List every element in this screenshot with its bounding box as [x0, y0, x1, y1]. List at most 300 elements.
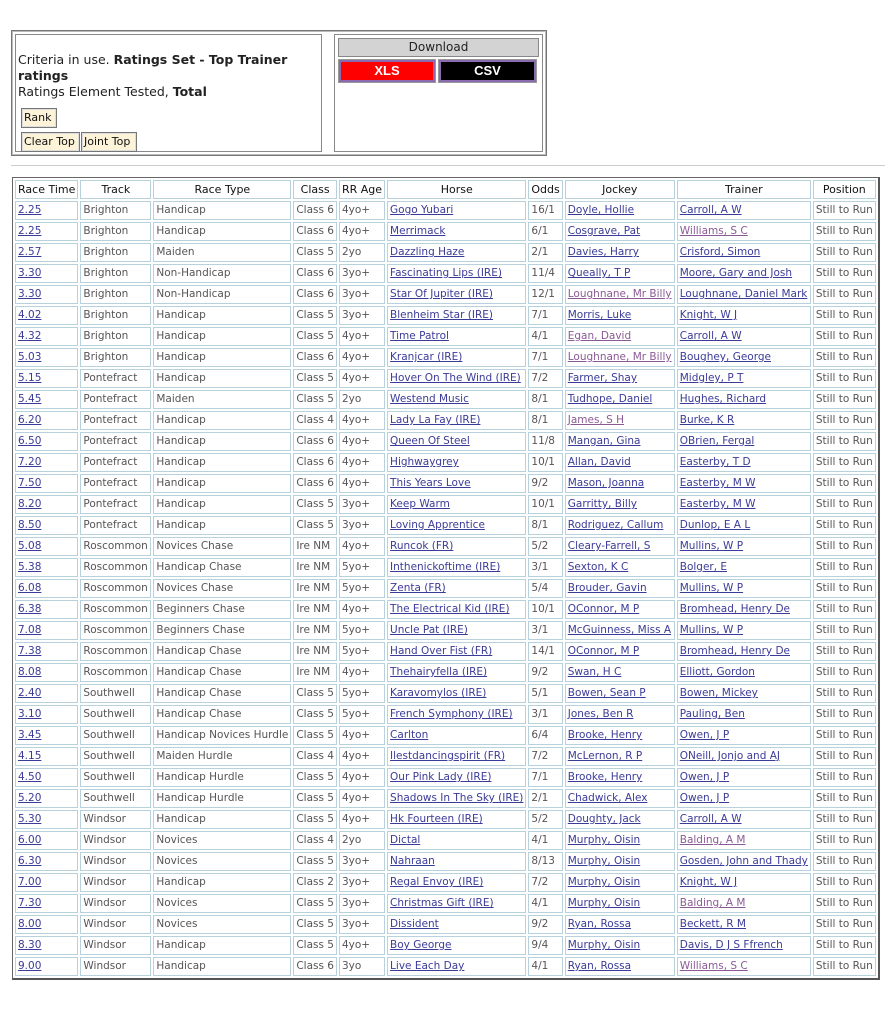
table-row: [15, 852, 876, 871]
trainer-link[interactable]: OBrien, Fergal: [679, 435, 755, 447]
race-type-cell: Handicap Hurdle: [153, 768, 291, 787]
trainer-link[interactable]: Loughnane, Daniel Mark: [679, 288, 808, 300]
race-time-cell: [15, 432, 78, 451]
jockey-link[interactable]: Tudhope, Daniel: [567, 393, 653, 405]
race-time-link[interactable]: 5.15: [18, 372, 42, 384]
jockey-link[interactable]: Morris, Luke: [567, 309, 632, 321]
trainer-cell: [677, 663, 811, 682]
race-time-cell: [15, 852, 78, 871]
jockey-cell: [565, 390, 675, 409]
horse-link[interactable]: Nahraan: [390, 855, 435, 867]
jockey-link[interactable]: Davies, Harry: [567, 246, 639, 258]
trainer-cell: [677, 957, 811, 976]
horse-link[interactable]: Karavomylos (IRE): [390, 687, 487, 699]
trainer-link[interactable]: Boughey, George: [679, 351, 771, 363]
trainer-cell: [677, 348, 811, 367]
horse-link[interactable]: Boy George: [390, 939, 452, 951]
odds-cell: 7/2: [528, 747, 562, 766]
horse-cell: [387, 579, 526, 598]
class-cell: Ire NM: [293, 600, 337, 619]
trainer-link[interactable]: Burke, K R: [679, 414, 735, 426]
horse-link[interactable]: Westend Music: [390, 393, 469, 405]
odds-cell: 5/1: [528, 684, 562, 703]
rr-age-cell: 4yo+: [339, 747, 385, 766]
track-cell: Windsor: [80, 852, 151, 871]
jockey-link[interactable]: Loughnane, Mr Billy: [567, 351, 672, 363]
rr-age-cell: 4yo+: [339, 369, 385, 388]
rr-age-cell: 3yo+: [339, 915, 385, 934]
jockey-link[interactable]: Murphy, Oisin: [567, 897, 641, 909]
trainer-cell: [677, 474, 811, 493]
jockey-link[interactable]: Brouder, Gavin: [567, 582, 647, 594]
trainer-link[interactable]: Carroll, A W: [679, 330, 742, 342]
trainer-cell: [677, 810, 811, 829]
class-cell: Ire NM: [293, 579, 337, 598]
table-row: [15, 873, 876, 892]
trainer-link[interactable]: Beckett, R M: [679, 918, 746, 930]
rr-age-cell: 3yo+: [339, 495, 385, 514]
trainer-cell: [677, 873, 811, 892]
trainer-link[interactable]: ONeill, Jonjo and AJ: [679, 750, 780, 762]
trainer-link[interactable]: Gosden, John and Thady: [679, 855, 808, 867]
jockey-link[interactable]: Murphy, Oisin: [567, 939, 641, 951]
criteria-label: Criteria in use.: [18, 52, 114, 67]
class-cell: Ire NM: [293, 537, 337, 556]
rr-age-cell: 4yo+: [339, 789, 385, 808]
jockey-link[interactable]: Egan, David: [567, 330, 632, 342]
horse-cell: [387, 831, 526, 850]
track-cell: Roscommon: [80, 642, 151, 661]
race-type-cell: Handicap: [153, 348, 291, 367]
position-cell: Still to Run: [813, 663, 876, 682]
race-type-cell: Novices Chase: [153, 579, 291, 598]
rr-age-cell: 4yo+: [339, 810, 385, 829]
horse-link[interactable]: Christmas Gift (IRE): [390, 897, 494, 909]
rr-age-cell: 4yo+: [339, 936, 385, 955]
rr-age-cell: 5yo+: [339, 642, 385, 661]
race-time-link[interactable]: 7.08: [18, 624, 42, 636]
jockey-link[interactable]: Jones, Ben R: [567, 708, 634, 720]
table-row: [15, 579, 876, 598]
horse-link[interactable]: Queen Of Steel: [390, 435, 470, 447]
horse-link[interactable]: The Electrical Kid (IRE): [390, 603, 510, 615]
horse-cell: [387, 621, 526, 640]
horse-link[interactable]: Ilestdancingspirit (FR): [390, 750, 506, 762]
horse-cell: [387, 243, 526, 262]
table-row: [15, 642, 876, 661]
track-cell: Southwell: [80, 684, 151, 703]
horse-cell: [387, 684, 526, 703]
horse-link[interactable]: Hk Fourteen (IRE): [390, 813, 483, 825]
rr-age-cell: 4yo+: [339, 222, 385, 241]
horse-cell: [387, 789, 526, 808]
rr-age-cell: 5yo+: [339, 621, 385, 640]
jockey-cell: [565, 306, 675, 325]
trainer-cell: [677, 495, 811, 514]
download-xls-button[interactable]: XLS: [339, 60, 435, 82]
race-time-cell: [15, 495, 78, 514]
race-time-link[interactable]: 4.02: [18, 309, 42, 321]
horse-cell: [387, 222, 526, 241]
horse-link[interactable]: Gogo Yubari: [390, 204, 454, 216]
race-type-cell: Handicap: [153, 957, 291, 976]
horse-link[interactable]: Shadows In The Sky (IRE): [390, 792, 524, 804]
race-time-link[interactable]: 6.00: [18, 834, 42, 846]
horse-cell: [387, 453, 526, 472]
table-row: [15, 831, 876, 850]
horse-cell: [387, 705, 526, 724]
odds-cell: 7/1: [528, 306, 562, 325]
position-cell: Still to Run: [813, 474, 876, 493]
trainer-link[interactable]: Elliott, Gordon: [679, 666, 755, 678]
class-cell: Class 6: [293, 201, 337, 220]
results-body: [15, 201, 876, 976]
race-time-link[interactable]: 5.20: [18, 792, 42, 804]
trainer-link[interactable]: Davis, D J S Ffrench: [679, 939, 783, 951]
jockey-cell: [565, 873, 675, 892]
table-row: [15, 348, 876, 367]
horse-link[interactable]: Keep Warm: [390, 498, 450, 510]
race-time-link[interactable]: 3.30: [18, 267, 42, 279]
trainer-link[interactable]: Midgley, P T: [679, 372, 744, 384]
clear-top-button[interactable]: Clear Top: [21, 132, 80, 152]
race-time-link[interactable]: 6.20: [18, 414, 42, 426]
race-time-link[interactable]: 4.50: [18, 771, 42, 783]
jockey-cell: [565, 831, 675, 850]
race-time-link[interactable]: 2.57: [18, 246, 42, 258]
trainer-link[interactable]: Bolger, E: [679, 561, 728, 573]
jockey-link[interactable]: Brooke, Henry: [567, 729, 643, 741]
horse-link[interactable]: Loving Apprentice: [390, 519, 485, 531]
position-cell: Still to Run: [813, 936, 876, 955]
jockey-link[interactable]: Cleary-Farrell, S: [567, 540, 651, 552]
horse-cell: [387, 264, 526, 283]
horse-link[interactable]: Regal Envoy (IRE): [390, 876, 484, 888]
table-row: [15, 222, 876, 241]
race-time-cell: [15, 915, 78, 934]
rr-age-cell: 3yo+: [339, 264, 385, 283]
race-time-link[interactable]: 5.08: [18, 540, 42, 552]
jockey-cell: [565, 642, 675, 661]
jockey-link[interactable]: Ryan, Rossa: [567, 918, 632, 930]
jockey-link[interactable]: Mason, Joanna: [567, 477, 645, 489]
class-cell: Class 5: [293, 327, 337, 346]
race-time-link[interactable]: 8.50: [18, 519, 42, 531]
race-time-cell: [15, 516, 78, 535]
race-time-link[interactable]: 2.40: [18, 687, 42, 699]
header-jockey: Jockey: [565, 180, 675, 199]
jockey-cell: [565, 453, 675, 472]
trainer-cell: [677, 747, 811, 766]
trainer-link[interactable]: Knight, W J: [679, 309, 738, 321]
table-row: [15, 915, 876, 934]
trainer-cell: [677, 537, 811, 556]
horse-link[interactable]: Dissident: [390, 918, 439, 930]
jockey-link[interactable]: Allan, David: [567, 456, 631, 468]
race-time-link[interactable]: 8.00: [18, 918, 42, 930]
trainer-link[interactable]: Owen, J P: [679, 729, 730, 741]
rr-age-cell: 4yo+: [339, 768, 385, 787]
class-cell: Class 5: [293, 915, 337, 934]
race-time-link[interactable]: 4.32: [18, 330, 42, 342]
jockey-cell: [565, 726, 675, 745]
trainer-link[interactable]: Moore, Gary and Josh: [679, 267, 793, 279]
race-time-link[interactable]: 5.38: [18, 561, 42, 573]
jockey-link[interactable]: James, S H: [567, 414, 625, 426]
trainer-cell: [677, 306, 811, 325]
race-time-link[interactable]: 5.03: [18, 351, 42, 363]
jockey-cell: [565, 243, 675, 262]
horse-link[interactable]: Thehairyfella (IRE): [390, 666, 488, 678]
trainer-link[interactable]: Carroll, A W: [679, 204, 742, 216]
horse-link[interactable]: Highwaygrey: [390, 456, 459, 468]
horse-link[interactable]: Inthenickoftime (IRE): [390, 561, 501, 573]
position-cell: Still to Run: [813, 327, 876, 346]
table-row: [15, 894, 876, 913]
rr-age-cell: 3yo+: [339, 894, 385, 913]
race-time-link[interactable]: 3.30: [18, 288, 42, 300]
horse-link[interactable]: Uncle Pat (IRE): [390, 624, 468, 636]
race-time-cell: [15, 390, 78, 409]
race-time-cell: [15, 684, 78, 703]
position-cell: Still to Run: [813, 768, 876, 787]
rr-age-cell: 4yo+: [339, 201, 385, 220]
race-time-cell: [15, 642, 78, 661]
jockey-link[interactable]: McGuinness, Miss A: [567, 624, 672, 636]
table-row: [15, 432, 876, 451]
trainer-cell: [677, 642, 811, 661]
trainer-link[interactable]: Hughes, Richard: [679, 393, 767, 405]
horse-link[interactable]: Hover On The Wind (IRE): [390, 372, 521, 384]
race-time-cell: [15, 369, 78, 388]
trainer-link[interactable]: Williams, S C: [679, 225, 748, 237]
horse-cell: [387, 474, 526, 493]
trainer-link[interactable]: Easterby, M W: [679, 498, 756, 510]
odds-cell: 7/2: [528, 873, 562, 892]
table-row: [15, 474, 876, 493]
horse-link[interactable]: Runcok (FR): [390, 540, 454, 552]
class-cell: Class 6: [293, 264, 337, 283]
rr-age-cell: 3yo: [339, 957, 385, 976]
trainer-link[interactable]: Balding, A M: [679, 834, 746, 846]
trainer-cell: [677, 579, 811, 598]
horse-cell: [387, 915, 526, 934]
odds-cell: 16/1: [528, 201, 562, 220]
horse-cell: [387, 558, 526, 577]
race-time-link[interactable]: 7.20: [18, 456, 42, 468]
track-cell: Roscommon: [80, 663, 151, 682]
horse-link[interactable]: Live Each Day: [390, 960, 465, 972]
race-time-link[interactable]: 3.45: [18, 729, 42, 741]
jockey-link[interactable]: Mangan, Gina: [567, 435, 641, 447]
class-cell: Ire NM: [293, 621, 337, 640]
race-type-cell: Handicap Chase: [153, 558, 291, 577]
race-time-link[interactable]: 7.00: [18, 876, 42, 888]
horse-link[interactable]: Hand Over Fist (FR): [390, 645, 493, 657]
race-time-cell: [15, 705, 78, 724]
trainer-link[interactable]: Dunlop, E A L: [679, 519, 751, 531]
horse-link[interactable]: Dazzling Haze: [390, 246, 465, 258]
class-cell: Ire NM: [293, 642, 337, 661]
jockey-cell: [565, 705, 675, 724]
jockey-link[interactable]: Murphy, Oisin: [567, 834, 641, 846]
race-time-link[interactable]: 5.30: [18, 813, 42, 825]
jockey-link[interactable]: Bowen, Sean P: [567, 687, 646, 699]
odds-cell: 5/2: [528, 810, 562, 829]
jockey-link[interactable]: Ryan, Rossa: [567, 960, 632, 972]
jockey-cell: [565, 369, 675, 388]
trainer-link[interactable]: Balding, A M: [679, 897, 746, 909]
class-cell: Class 5: [293, 495, 337, 514]
trainer-link[interactable]: Crisford, Simon: [679, 246, 761, 258]
class-cell: Class 6: [293, 474, 337, 493]
trainer-link[interactable]: Pauling, Ben: [679, 708, 745, 720]
race-time-link[interactable]: 6.38: [18, 603, 42, 615]
position-cell: Still to Run: [813, 600, 876, 619]
table-row: [15, 516, 876, 535]
position-cell: Still to Run: [813, 516, 876, 535]
race-time-link[interactable]: 5.45: [18, 393, 42, 405]
horse-link[interactable]: Our Pink Lady (IRE): [390, 771, 492, 783]
track-cell: Brighton: [80, 201, 151, 220]
joint-top-button[interactable]: Joint Top: [81, 132, 137, 152]
jockey-link[interactable]: Cosgrave, Pat: [567, 225, 641, 237]
jockey-link[interactable]: OConnor, M P: [567, 603, 640, 615]
class-cell: Class 5: [293, 852, 337, 871]
horse-link[interactable]: Carlton: [390, 729, 429, 741]
race-time-link[interactable]: 6.08: [18, 582, 42, 594]
horse-link[interactable]: Kranjcar (IRE): [390, 351, 463, 363]
race-time-link[interactable]: 7.30: [18, 897, 42, 909]
rr-age-cell: 4yo+: [339, 663, 385, 682]
jockey-link[interactable]: Swan, H C: [567, 666, 622, 678]
horse-cell: [387, 411, 526, 430]
table-row: [15, 663, 876, 682]
position-cell: Still to Run: [813, 537, 876, 556]
race-type-cell: Handicap: [153, 432, 291, 451]
race-type-cell: Handicap: [153, 516, 291, 535]
horse-link[interactable]: Lady La Fay (IRE): [390, 414, 481, 426]
race-time-cell: [15, 894, 78, 913]
jockey-link[interactable]: Brooke, Henry: [567, 771, 643, 783]
race-time-link[interactable]: 7.38: [18, 645, 42, 657]
class-cell: Class 2: [293, 873, 337, 892]
track-cell: Windsor: [80, 957, 151, 976]
horse-cell: [387, 768, 526, 787]
horse-link[interactable]: Fascinating Lips (IRE): [390, 267, 502, 279]
race-time-link[interactable]: 6.30: [18, 855, 42, 867]
jockey-cell: [565, 432, 675, 451]
track-cell: Brighton: [80, 306, 151, 325]
class-cell: Class 6: [293, 432, 337, 451]
horse-link[interactable]: Dictal: [390, 834, 421, 846]
odds-cell: 3/1: [528, 705, 562, 724]
jockey-link[interactable]: Chadwick, Alex: [567, 792, 648, 804]
trainer-link[interactable]: Carroll, A W: [679, 813, 742, 825]
download-csv-button[interactable]: CSV: [439, 60, 536, 82]
trainer-link[interactable]: Knight, W J: [679, 876, 738, 888]
position-cell: Still to Run: [813, 579, 876, 598]
position-cell: Still to Run: [813, 894, 876, 913]
trainer-link[interactable]: Mullins, W P: [679, 540, 744, 552]
jockey-link[interactable]: Farmer, Shay: [567, 372, 638, 384]
trainer-link[interactable]: Bowen, Mickey: [679, 687, 758, 699]
race-time-link[interactable]: 7.50: [18, 477, 42, 489]
rr-age-cell: 2yo: [339, 831, 385, 850]
race-time-link[interactable]: 9.00: [18, 960, 42, 972]
trainer-link[interactable]: Bromhead, Henry De: [679, 603, 791, 615]
trainer-link[interactable]: Owen, J P: [679, 792, 730, 804]
trainer-link[interactable]: Mullins, W P: [679, 624, 744, 636]
jockey-link[interactable]: Loughnane, Mr Billy: [567, 288, 672, 300]
jockey-link[interactable]: Murphy, Oisin: [567, 876, 641, 888]
race-time-link[interactable]: 3.10: [18, 708, 42, 720]
jockey-link[interactable]: Doyle, Hollie: [567, 204, 635, 216]
race-type-cell: Handicap Novices Hurdle: [153, 726, 291, 745]
table-row: [15, 411, 876, 430]
horse-link[interactable]: Merrimack: [390, 225, 446, 237]
horse-link[interactable]: Zenta (FR): [390, 582, 446, 594]
horse-link[interactable]: This Years Love: [390, 477, 471, 489]
horse-link[interactable]: French Symphony (IRE): [390, 708, 513, 720]
odds-cell: 8/1: [528, 390, 562, 409]
trainer-link[interactable]: Easterby, T D: [679, 456, 751, 468]
criteria-panel: [11, 30, 547, 156]
horse-link[interactable]: Time Patrol: [390, 330, 449, 342]
race-time-link[interactable]: 8.08: [18, 666, 42, 678]
odds-cell: 7/2: [528, 369, 562, 388]
jockey-link[interactable]: OConnor, M P: [567, 645, 640, 657]
trainer-link[interactable]: Williams, S C: [679, 960, 748, 972]
header-horse: Horse: [387, 180, 526, 199]
trainer-link[interactable]: Mullins, W P: [679, 582, 744, 594]
position-cell: Still to Run: [813, 789, 876, 808]
jockey-link[interactable]: McLernon, R P: [567, 750, 643, 762]
trainer-link[interactable]: Owen, J P: [679, 771, 730, 783]
race-time-link[interactable]: 2.25: [18, 204, 42, 216]
race-time-link[interactable]: 2.25: [18, 225, 42, 237]
horse-link[interactable]: Star Of Jupiter (IRE): [390, 288, 494, 300]
race-type-cell: Handicap: [153, 453, 291, 472]
jockey-link[interactable]: Rodriguez, Callum: [567, 519, 664, 531]
jockey-cell: [565, 915, 675, 934]
trainer-link[interactable]: Easterby, M W: [679, 477, 756, 489]
jockey-link[interactable]: Queally, T P: [567, 267, 631, 279]
table-row: [15, 705, 876, 724]
rr-age-cell: 3yo+: [339, 852, 385, 871]
track-cell: Southwell: [80, 789, 151, 808]
jockey-link[interactable]: Murphy, Oisin: [567, 855, 641, 867]
jockey-link[interactable]: Garritty, Billy: [567, 498, 637, 510]
horse-cell: [387, 516, 526, 535]
race-time-cell: [15, 453, 78, 472]
race-type-cell: Handicap: [153, 327, 291, 346]
jockey-link[interactable]: Doughty, Jack: [567, 813, 641, 825]
rank-button[interactable]: Rank: [21, 108, 57, 128]
class-cell: Class 5: [293, 516, 337, 535]
race-type-cell: Handicap: [153, 369, 291, 388]
race-time-link[interactable]: 8.20: [18, 498, 42, 510]
race-time-link[interactable]: 6.50: [18, 435, 42, 447]
race-time-link[interactable]: 8.30: [18, 939, 42, 951]
horse-link[interactable]: Blenheim Star (IRE): [390, 309, 493, 321]
race-time-link[interactable]: 4.15: [18, 750, 42, 762]
race-type-cell: Maiden: [153, 390, 291, 409]
trainer-link[interactable]: Bromhead, Henry De: [679, 645, 791, 657]
trainer-cell: [677, 411, 811, 430]
table-row: [15, 537, 876, 556]
jockey-link[interactable]: Sexton, K C: [567, 561, 629, 573]
